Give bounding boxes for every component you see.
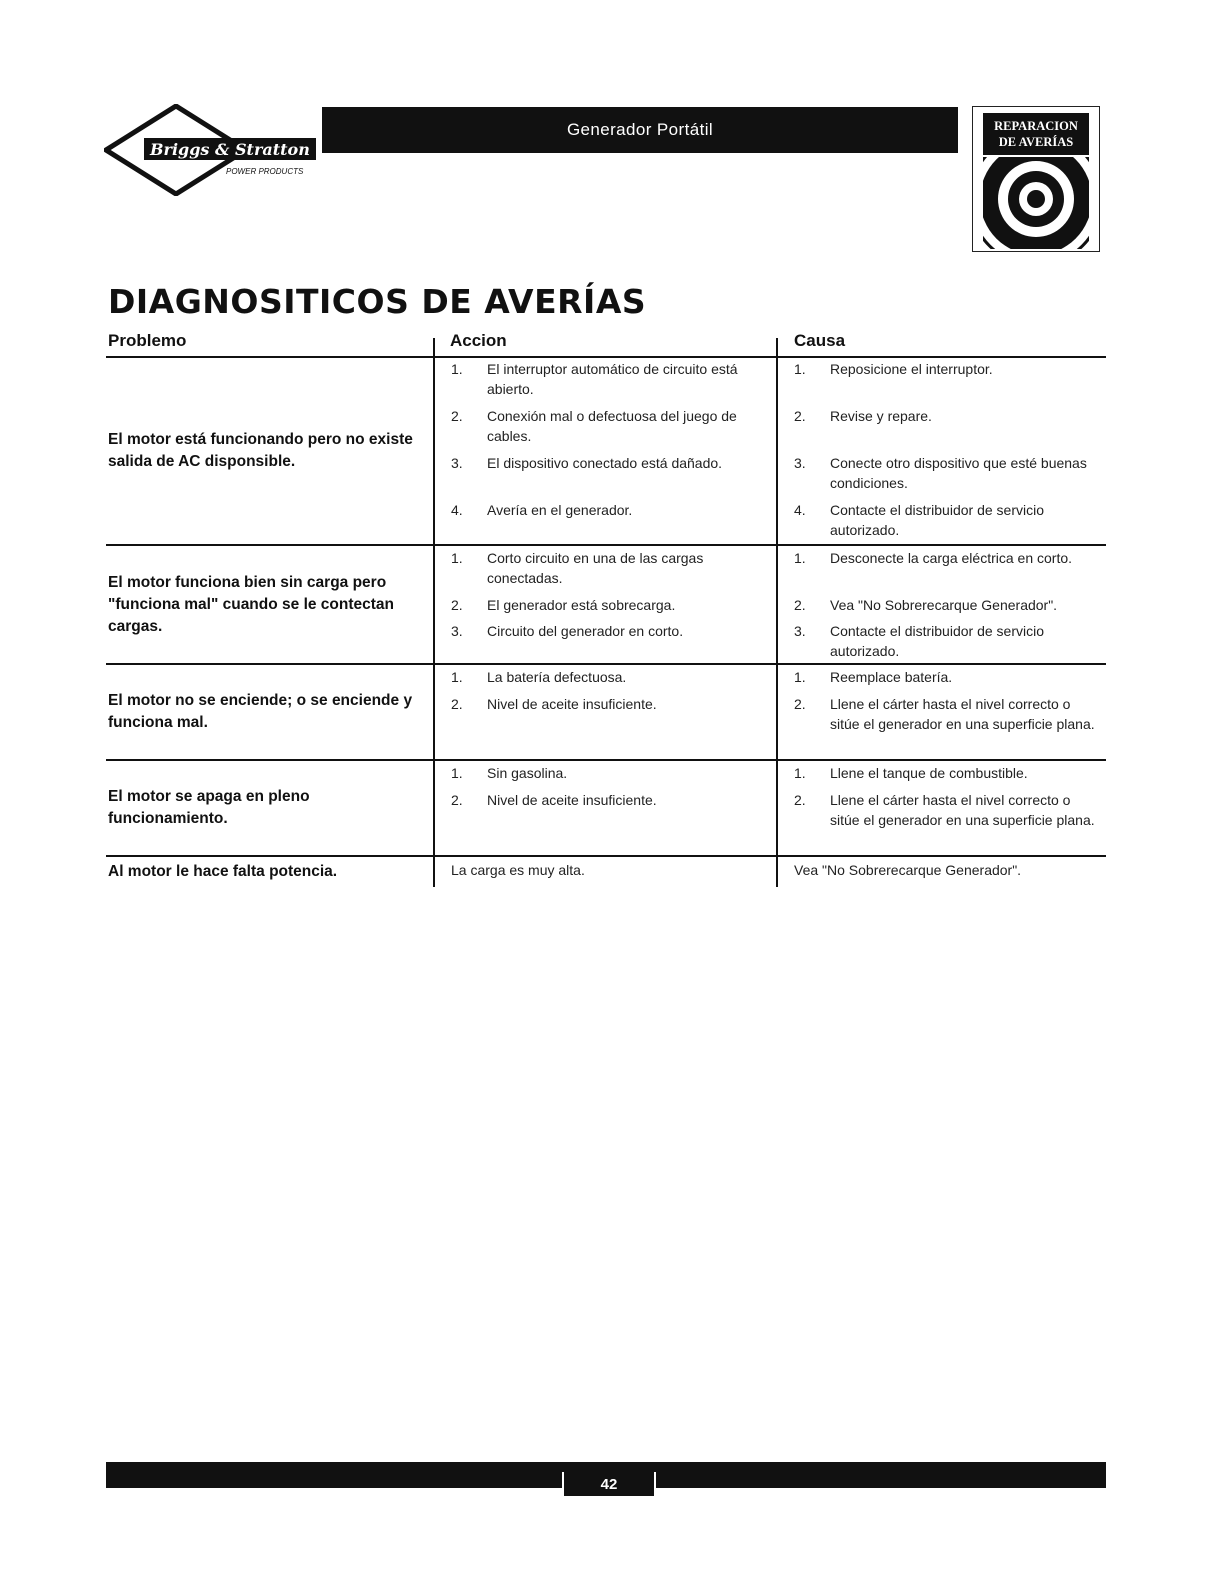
item-number: 1. (451, 669, 463, 685)
item-text: Contacte el distribuidor de servicio autorizado. (830, 623, 1044, 659)
item-text: Corto circuito en una de las cargas conectadas. (487, 550, 704, 586)
cause-cell (776, 761, 1108, 855)
problem-cell (106, 358, 432, 544)
action-cell (433, 761, 778, 855)
item-text: Llene el cárter hasta el nivel correcto o sitúe el generador en una superficie plana. (830, 792, 1095, 828)
table-row (106, 358, 1106, 546)
item-text: Contacte el distribuidor de servicio autorizado. (830, 502, 1044, 538)
header-bar (322, 107, 958, 153)
column-header-action: Accion (450, 331, 507, 350)
item-text: El generador está sobrecarga. (487, 597, 676, 613)
problem-text: El motor no se enciende; o se enciende y funciona mal. (108, 692, 413, 731)
table-row (106, 665, 1106, 761)
item-number: 2. (794, 597, 806, 613)
item-number: 2. (794, 408, 806, 424)
item-number: 2. (451, 597, 463, 613)
item-text: Desconecte la carga eléctrica en corto. (830, 550, 1073, 566)
item-text: La batería defectuosa. (487, 669, 627, 685)
item-number: 1. (451, 550, 463, 566)
problem-cell (106, 761, 432, 855)
problem-cell (106, 546, 432, 663)
brand-logo (104, 104, 324, 196)
troubleshooting-table (106, 330, 1106, 887)
item-text: Llene el tanque de combustible. (830, 765, 1028, 781)
cause-text: Vea "No Sobrerecarque Generador". (794, 862, 1022, 878)
table-row (106, 546, 1106, 665)
item-number: 3. (794, 455, 806, 471)
table-row (106, 857, 1106, 887)
table-row (106, 761, 1106, 857)
item-number: 2. (451, 792, 463, 808)
header-title: Generador Portátil (566, 120, 714, 139)
column-divider (776, 338, 778, 356)
item-text: El dispositivo conectado está dañado. (487, 455, 723, 471)
item-text: Sin gasolina. (487, 765, 568, 781)
item-number: 1. (451, 361, 463, 377)
cause-cell (776, 857, 1108, 887)
item-text: Nivel de aceite insuficiente. (487, 792, 657, 808)
item-number: 2. (451, 408, 463, 424)
item-number: 4. (451, 502, 463, 518)
action-cell (433, 358, 778, 544)
problem-text: Al motor le hace falta potencia. (108, 863, 338, 880)
page-number: 42 (562, 1472, 656, 1496)
item-text: Reemplace batería. (830, 669, 953, 685)
item-number: 1. (794, 361, 806, 377)
action-text: La carga es muy alta. (451, 862, 585, 878)
problem-cell (106, 857, 432, 887)
item-number: 3. (451, 623, 463, 639)
column-header-cause: Causa (794, 331, 846, 350)
item-number: 1. (794, 765, 806, 781)
item-text: Llene el cárter hasta el nivel correcto o sitúe el generador en una superficie plana. (830, 696, 1095, 732)
item-number: 1. (794, 669, 806, 685)
item-number: 4. (794, 502, 806, 518)
badge-line-2: DE AVERÍAS (998, 135, 1074, 149)
action-cell (433, 857, 778, 887)
page-title: DIAGNOSITICOS DE AVERÍAS (108, 282, 647, 321)
target-icon (983, 157, 1089, 249)
item-number: 3. (794, 623, 806, 639)
cause-cell (776, 665, 1108, 759)
item-number: 1. (451, 765, 463, 781)
action-cell (433, 665, 778, 759)
action-cell (433, 546, 778, 663)
logo-subtext: POWER PRODUCTS (226, 167, 304, 176)
item-number: 3. (451, 455, 463, 471)
column-divider (433, 338, 435, 356)
item-text: Circuito del generador en corto. (487, 623, 684, 639)
item-text: Vea "No Sobrerecarque Generador". (830, 597, 1058, 613)
logo-text: Briggs & Stratton (150, 140, 310, 159)
problem-text: El motor se apaga en pleno funcionamiento. (108, 788, 310, 827)
item-number: 2. (794, 696, 806, 712)
badge-line-1: REPARACION (994, 119, 1078, 133)
cause-cell (776, 358, 1108, 544)
item-text: Reposicione el interruptor. (830, 361, 993, 377)
item-number: 1. (794, 550, 806, 566)
item-text: El interruptor automático de circuito está abierto. (487, 361, 738, 397)
section-badge (972, 106, 1100, 252)
item-text: Nivel de aceite insuficiente. (487, 696, 657, 712)
cause-cell (776, 546, 1108, 663)
item-text: Avería en el generador. (487, 502, 633, 518)
item-text: Conecte otro dispositivo que esté buenas condiciones. (830, 455, 1087, 491)
item-number: 2. (794, 792, 806, 808)
item-text: Revise y repare. (830, 408, 932, 424)
item-text: Conexión mal o defectuosa del juego de cables. (487, 408, 737, 444)
problem-text: El motor funciona bien sin carga pero "funciona mal" cuando se le contectan cargas. (108, 573, 395, 635)
item-number: 2. (451, 696, 463, 712)
badge-label (983, 113, 1089, 155)
diamond-logo-icon (104, 104, 324, 196)
problem-cell (106, 665, 432, 759)
table-header (106, 330, 1106, 358)
problem-text: El motor está funcionando pero no existe salida de AC disponsible. (108, 431, 413, 470)
column-header-problem: Problemo (108, 331, 187, 350)
